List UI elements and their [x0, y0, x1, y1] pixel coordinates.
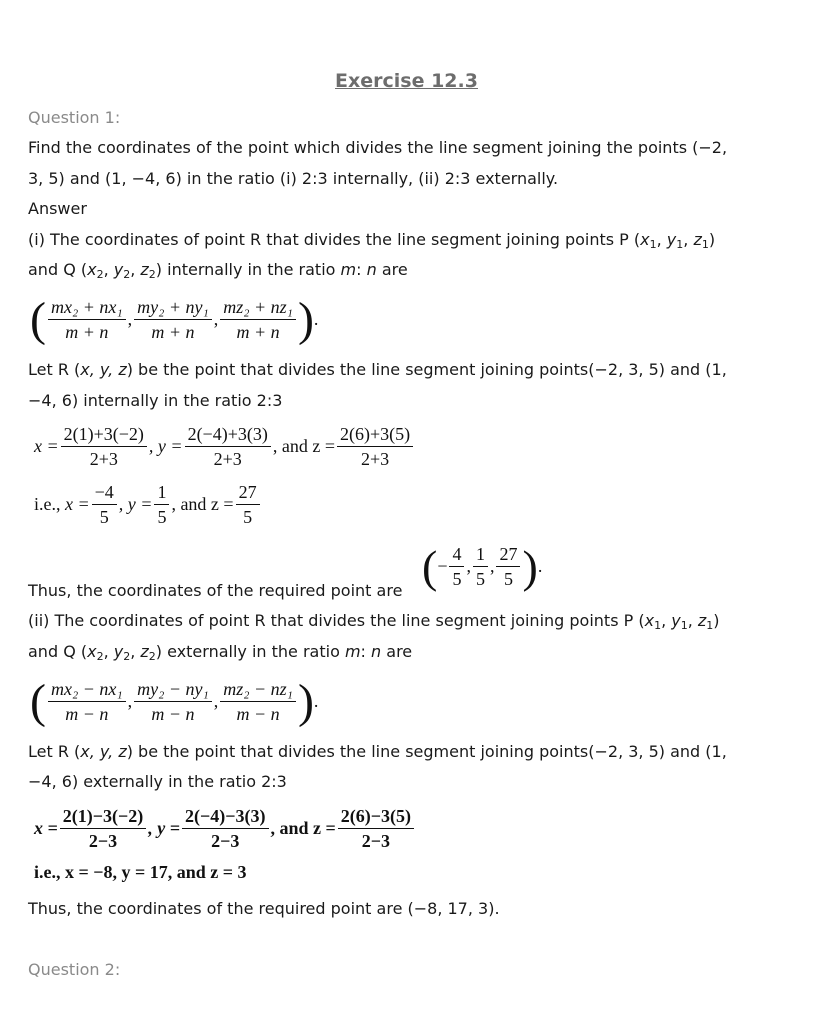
question-1-text-line-2: 3, 5) and (1, −4, 6) in the ratio (i) 2:3 internally, (ii) 2:3 externally. — [28, 169, 559, 188]
part-ii-line-2: and Q ($x_2$, $y_2$, $z_2$) externally in the ratio m: n are — [28, 642, 413, 663]
question-1-text-line-1: Find the coordinates of the point which divides the line segment joining the points (−2, — [28, 138, 728, 157]
question-1-label: Question 1: — [28, 108, 121, 127]
question-2-label: Question 2: — [28, 960, 121, 979]
external-section-formula: ( $\frac{\text{mx₂ − nx₁}}{m - n}$ , $\frac{\text{my₂ − ny₁}}{m - n}$ , $\frac{\text{mz₂ − nz₁}}{m - n}$ ) . — [30, 675, 319, 728]
thus-line-1: Thus, the coordinates of the required point are — [28, 581, 403, 600]
exercise-title: Exercise 12.3 — [335, 70, 478, 92]
let-r-line-1: Let R (x, y, z) be the point that divides the line segment joining points(−2, 3, 5) and (1, — [28, 360, 727, 379]
thus-line-2: Thus, the coordinates of the required point are (−8, 17, 3). — [28, 899, 500, 918]
answer-label: Answer — [28, 199, 87, 218]
external-calculation: x = $\frac{2(1)-3(-2)}{2-3}$ , y = $\frac{2(-4)-3(3)}{2-3}$ , and z = $\frac{2(6)-3(5)}{2-3}$ — [34, 806, 416, 851]
part-i-line-2: and Q ($x_2$, $y_2$, $z_2$) internally in the ratio m: n are — [28, 260, 408, 281]
internal-section-formula: ( $\frac{\text{mx₂ + nx₁}}{m + n}$ , $\frac{\text{my₂ + ny₁}}{m + n}$ , $\frac{\text{mz₂ + nz₁}}{m + n}$ ) . — [30, 293, 319, 346]
let-r-line-2: −4, 6) internally in the ratio 2:3 — [28, 391, 283, 410]
part-i-line-1: (i) The coordinates of point R that divides the line segment joining points P ($x_1$, $y_1$, $z_1$) — [28, 230, 716, 251]
part-ii-line-1: (ii) The coordinates of point R that divides the line segment joining points P ($x_1$, $y_1$, $z_1$) — [28, 611, 720, 632]
internal-simplified: i.e., x = $\frac{-4}{5}$ , y = $\frac{1}{5}$ , and z = $\frac{27}{5}$ — [34, 482, 262, 527]
internal-calculation: x = $\frac{2(1)+3(-2)}{2+3}$ , y = $\frac{2(-4)+3(3)}{2+3}$ , and z = $\frac{2(6)+3(5)}{2+3}$ — [34, 424, 415, 469]
let-r2-line-1: Let R (x, y, z) be the point that divides the line segment joining points(−2, 3, 5) and (1, — [28, 742, 727, 761]
external-result: i.e., x = −8, y = 17, and z = 3 — [34, 862, 247, 882]
internal-result-point: ( − $\frac{4}{5}$ , $\frac{1}{5}$ , $\frac{27}{5}$ ) . — [422, 541, 543, 592]
let-r2-line-2: −4, 6) externally in the ratio 2:3 — [28, 772, 287, 791]
